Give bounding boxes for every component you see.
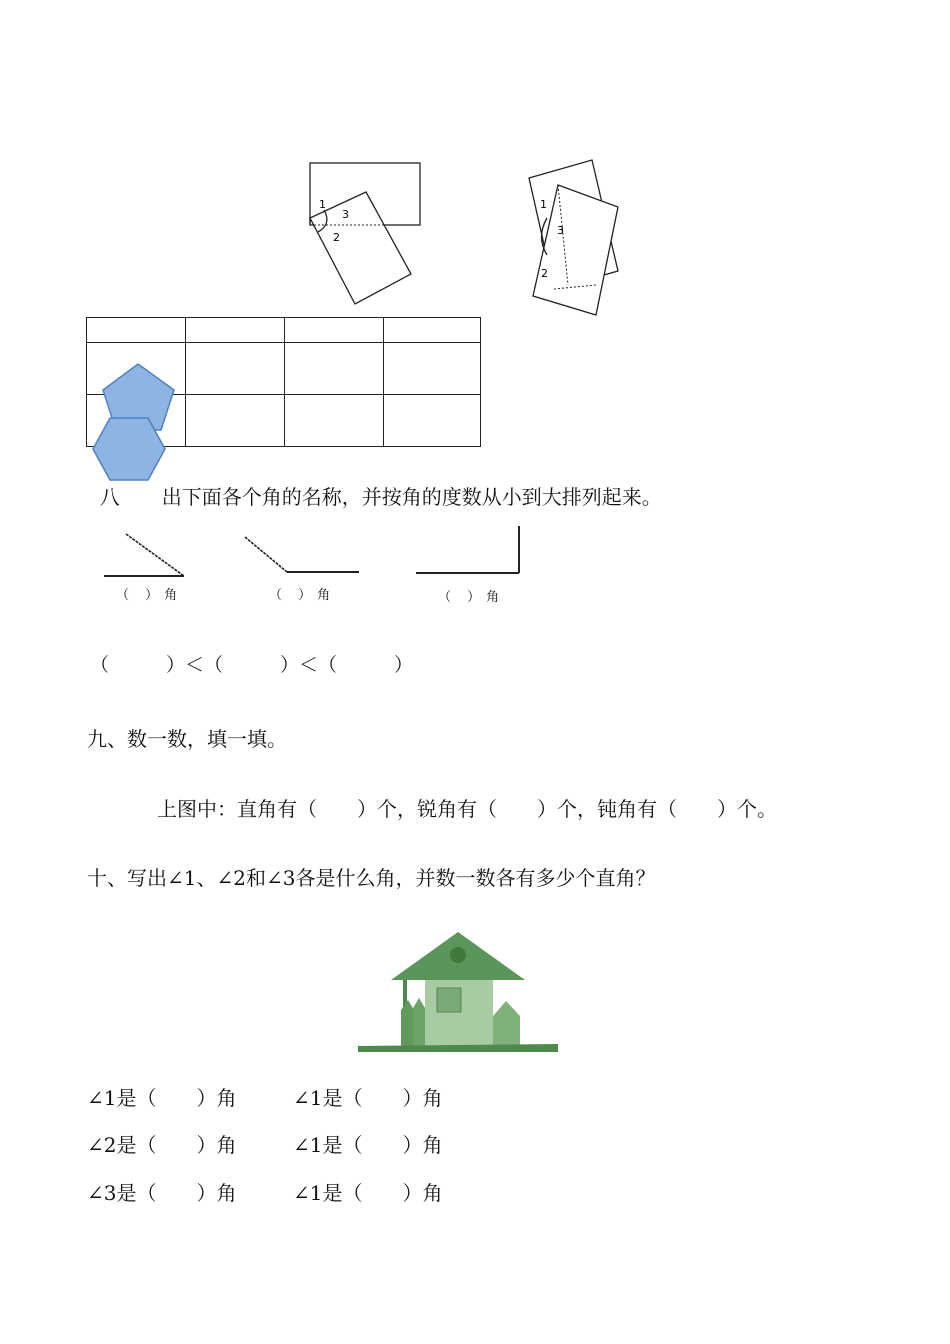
table-cell [384, 343, 481, 395]
table-cell [87, 318, 186, 343]
order-answer-line: （ ）＜（ ）＜（ ） [90, 654, 414, 676]
angle-caption-1: （ ）角 [116, 588, 184, 603]
table-cell [186, 318, 285, 343]
angle3-answer-right: ∠1是（ ）角 [293, 1181, 443, 1205]
angle3-answer-left: ∠3是（ ）角 [87, 1181, 237, 1205]
angle1-answer-left: ∠1是（ ）角 [87, 1086, 237, 1110]
section9-title: 九、数一数，填一填。 [87, 727, 287, 751]
table-cell [186, 343, 285, 395]
house-figure [355, 928, 565, 1058]
overlap-rectangles-right [520, 155, 630, 320]
section10-title: 十、写出∠1、∠2和∠3各是什么角，并数一数各有多少个直角？ [87, 866, 656, 890]
table-cell [186, 395, 285, 447]
angle-label-2: 2 [541, 267, 548, 280]
angle-label-2: 2 [333, 231, 340, 244]
table-cell [285, 343, 384, 395]
angle2-answer-right: ∠1是（ ）角 [293, 1133, 443, 1157]
table-cell [285, 318, 384, 343]
section8-title [87, 461, 662, 509]
angle-label-3: 3 [342, 208, 349, 221]
angle2-answer-left: ∠2是（ ）角 [87, 1133, 237, 1157]
angle-label-3: 3 [557, 224, 564, 237]
section9-question: 上图中：直角有（ ）个，锐角有（ ）个，钝角有（ ）个。 [157, 797, 777, 821]
table-cell [285, 395, 384, 447]
angle-label-1: 1 [540, 198, 547, 211]
section8-prefix: 八 [99, 485, 120, 509]
angle-label-1: 1 [319, 198, 326, 211]
angle-caption-2: （ ）角 [269, 588, 337, 603]
table-cell [384, 395, 481, 447]
section8-title-text: 出下面各个角的名称，并按角的度数从小到大排列起来。 [161, 485, 662, 509]
overlap-rectangles-left [300, 158, 430, 318]
hexagon-shape [90, 415, 170, 485]
table-cell [384, 318, 481, 343]
angle-caption-3: （ ）角 [438, 590, 506, 605]
angle1-answer-right: ∠1是（ ）角 [293, 1086, 443, 1110]
